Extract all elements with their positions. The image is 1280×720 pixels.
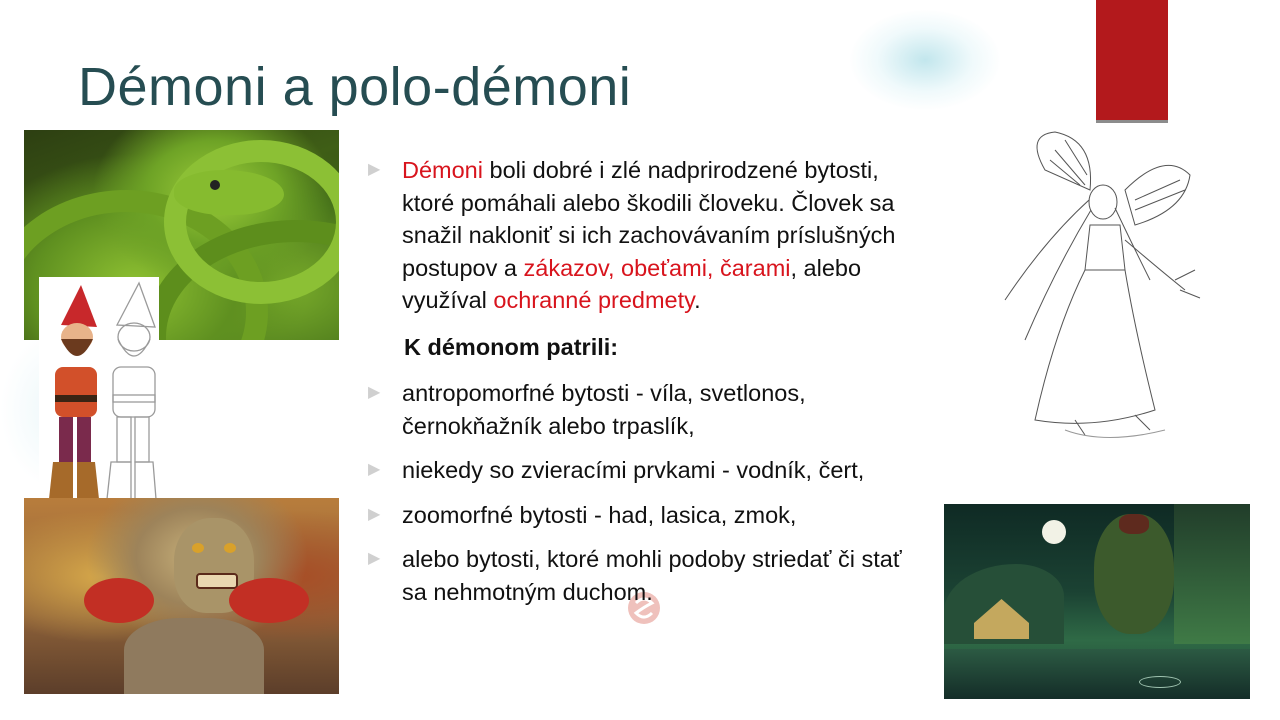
list-item-text: antropomorfné bytosti - víla, svetlonos, černokňažník alebo trpaslík, — [402, 380, 806, 439]
intro-red-lead: Démoni — [402, 157, 483, 183]
bullet-arrow-icon: ▶ — [368, 161, 381, 178]
accent-bar — [1096, 0, 1168, 120]
gnome-image — [39, 277, 159, 517]
bullet-arrow-icon: ▶ — [368, 384, 381, 401]
intro-red-mid: zákazov, obeťami, čarami — [523, 254, 791, 281]
intro-red-end: ochranné predmety — [493, 287, 695, 313]
bullet-arrow-icon: ▶ — [368, 461, 381, 478]
list-item — [368, 543, 928, 608]
list-item — [368, 454, 928, 487]
list-item-text: zoomorfné bytosti - had, lasica, zmok, — [402, 501, 797, 528]
demon-image — [24, 498, 339, 694]
content-area — [368, 154, 928, 620]
intro-bullet — [368, 154, 928, 317]
bullet-arrow-icon: ▶ — [368, 505, 381, 523]
list-item-text: niekedy so zvieracími prvkami - vodník, čert, — [402, 457, 865, 483]
list-item-text: alebo bytosti, ktoré mohli podoby striedať či stať sa nehmotným duchom. — [402, 546, 902, 605]
slide-title: Démoni a polo-démoni — [78, 57, 632, 117]
fairy-image — [985, 130, 1210, 450]
list-item — [368, 377, 928, 442]
intro-text-a: boli dobré i zlé nadprirodzené bytosti, ktoré pomáhali alebo škodili človeku. Človek sa snažil nakloniť si ich zachovávaním príslušných postupov a — [402, 157, 896, 281]
decorative-glow — [850, 10, 1000, 110]
intro-text-c: . — [694, 287, 701, 313]
subheading: K démonom patrili: — [404, 333, 619, 360]
water-spirit-image — [944, 504, 1250, 699]
intro-text-b: , alebo využíval — [402, 254, 862, 313]
bullet-arrow-icon: ▶ — [368, 550, 381, 567]
list-item — [368, 499, 928, 532]
